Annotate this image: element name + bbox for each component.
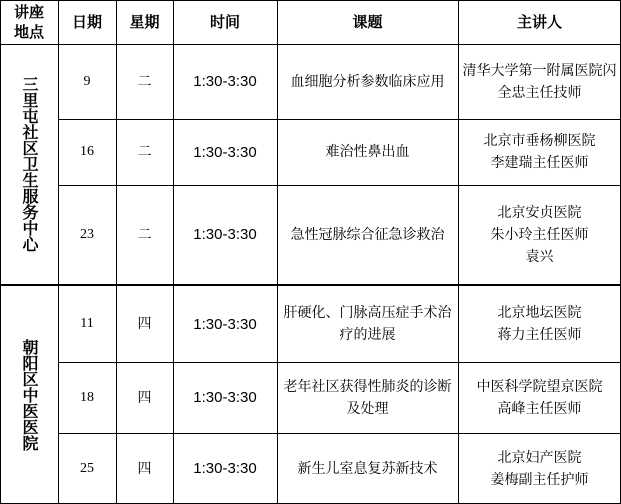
speaker-cell: 北京地坛医院 蒋力主任医师 [497, 305, 582, 343]
time-cell: 1:30-3:30 [193, 315, 257, 333]
venue-name: 朝阳区中医医院 [20, 339, 39, 451]
header-date: 日期 [71, 13, 102, 31]
time-cell: 1:30-3:30 [193, 226, 257, 243]
date-cell: 25 [80, 460, 94, 476]
row-divider [58, 119, 621, 120]
header-divider [0, 44, 621, 45]
topic-cell: 新生儿室息复苏新技术 [297, 460, 438, 477]
header-weekday: 星期 [129, 13, 160, 31]
column-divider [116, 0, 117, 504]
date-cell: 11 [80, 316, 94, 331]
table-border-left [0, 0, 1, 504]
weekday-cell: 二 [137, 144, 152, 160]
topic-cell: 急性冠脉综合征急诊救治 [290, 226, 445, 243]
header-topic: 课题 [352, 13, 383, 31]
column-divider [173, 0, 174, 504]
row-divider [58, 362, 621, 363]
venue-divider [0, 284, 621, 286]
column-divider [458, 0, 459, 504]
time-cell: 1:30-3:30 [193, 389, 257, 406]
time-cell: 1:30-3:30 [193, 73, 257, 90]
date-cell: 9 [83, 73, 91, 89]
header-time: 时间 [209, 13, 240, 31]
topic-cell: 难治性鼻出血 [325, 144, 410, 160]
date-cell: 16 [80, 144, 94, 159]
row-divider [58, 433, 621, 434]
date-cell: 23 [80, 226, 94, 242]
header-speaker: 主讲人 [516, 13, 562, 31]
weekday-cell: 四 [137, 460, 152, 477]
column-divider [58, 0, 59, 504]
weekday-cell: 二 [137, 73, 152, 90]
speaker-cell: 中医科学院望京医院 高峰主任医师 [476, 378, 603, 417]
date-cell: 18 [80, 389, 94, 405]
column-divider [277, 0, 278, 504]
row-divider [58, 185, 621, 186]
speaker-cell: 北京妇产医院 姜梅副主任护师 [490, 449, 589, 488]
weekday-cell: 四 [137, 316, 152, 332]
speaker-cell: 清华大学第一附属医院闪全忠主任技师 [462, 62, 617, 101]
weekday-cell: 二 [137, 226, 152, 243]
weekday-cell: 四 [137, 389, 152, 406]
speaker-cell: 北京市垂杨柳医院 李建瑞主任医师 [483, 133, 596, 171]
topic-cell: 老年社区获得性肺炎的诊断及处理 [283, 378, 452, 417]
table-border-top [0, 0, 621, 1]
time-cell: 1:30-3:30 [193, 143, 257, 161]
topic-cell: 血细胞分析参数临床应用 [290, 73, 445, 90]
header-location: 讲座 地点 [13, 3, 44, 41]
time-cell: 1:30-3:30 [193, 460, 257, 477]
topic-cell: 肝硬化、门脉高压症手术治疗的进展 [283, 305, 452, 343]
venue-name: 三里屯社区卫生服务中心 [20, 76, 39, 252]
speaker-cell: 北京安贞医院 朱小玲主任医师 袁兴 [490, 204, 589, 265]
